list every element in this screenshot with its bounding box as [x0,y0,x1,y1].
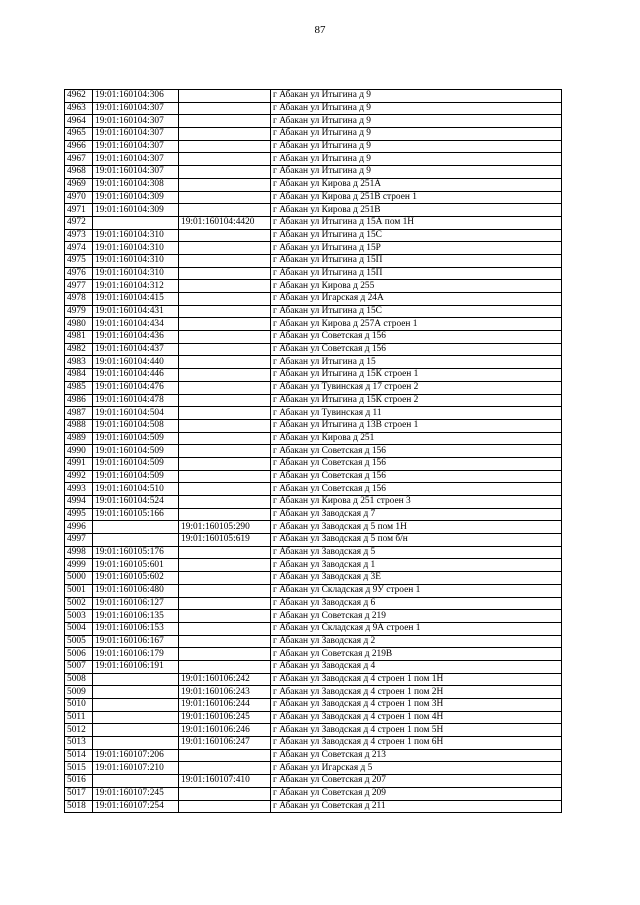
premises-cadastral-number-cell: 19:01:160106:242 [179,673,271,686]
row-number-cell: 4983 [65,356,93,369]
cadastral-number-cell: 19:01:160104:309 [93,204,179,217]
premises-cadastral-number-cell [179,762,271,775]
address-cell: г Абакан ул Заводская д 4 строен 1 пом 4Н [271,711,562,724]
table-row [65,800,562,813]
table-row [65,331,562,344]
table-row [65,457,562,470]
table-row [65,483,562,496]
row-number-cell: 4965 [65,128,93,141]
cadastral-number-cell: 19:01:160105:601 [93,559,179,572]
table-row [65,496,562,509]
address-cell: г Абакан ул Заводская д 2 [271,635,562,648]
cadastral-number-cell: 19:01:160104:437 [93,343,179,356]
table-row [65,254,562,267]
cadastral-number-cell: 19:01:160104:308 [93,178,179,191]
row-number-cell: 5014 [65,749,93,762]
address-cell: г Абакан ул Заводская д 1 [271,559,562,572]
row-number-cell: 4963 [65,102,93,115]
cadastral-number-cell: 19:01:160104:509 [93,445,179,458]
table-row [65,737,562,750]
table-row [65,749,562,762]
table-row [65,686,562,699]
cadastral-number-cell: 19:01:160104:307 [93,115,179,128]
table-row [65,546,562,559]
address-cell: г Абакан ул Заводская д 6 [271,597,562,610]
address-cell: г Абакан ул Советская д 209 [271,787,562,800]
cadastral-number-cell [93,216,179,229]
address-cell: г Абакан ул Игарская д 24А [271,293,562,306]
premises-cadastral-number-cell [179,229,271,242]
cadastral-number-cell [93,711,179,724]
premises-cadastral-number-cell [179,102,271,115]
table-row [65,318,562,331]
row-number-cell: 4984 [65,369,93,382]
premises-cadastral-number-cell [179,546,271,559]
cadastral-number-cell: 19:01:160104:310 [93,229,179,242]
row-number-cell: 4994 [65,496,93,509]
table-row [65,153,562,166]
row-number-cell: 4992 [65,470,93,483]
premises-cadastral-number-cell [179,622,271,635]
cadastral-number-cell: 19:01:160104:478 [93,394,179,407]
address-cell: г Абакан ул Тувинская д 17 строен 2 [271,381,562,394]
address-cell: г Абакан ул Заводская д 7 [271,508,562,521]
premises-cadastral-number-cell [179,267,271,280]
address-cell: г Абакан ул Заводская д 5 пом б/н [271,534,562,547]
row-number-cell: 4962 [65,90,93,103]
table-row [65,673,562,686]
premises-cadastral-number-cell [179,204,271,217]
cadastral-number-cell: 19:01:160107:245 [93,787,179,800]
premises-cadastral-number-cell [179,470,271,483]
address-cell: г Абакан ул Заводская д 4 строен 1 пом 3Н [271,699,562,712]
address-cell: г Абакан ул Итыгина д 15Р [271,242,562,255]
address-cell: г Абакан ул Итыгина д 9 [271,128,562,141]
premises-cadastral-number-cell [179,800,271,813]
cadastral-number-cell: 19:01:160104:307 [93,140,179,153]
address-cell: г Абакан ул Советская д 156 [271,457,562,470]
row-number-cell: 4979 [65,305,93,318]
row-number-cell: 4982 [65,343,93,356]
row-number-cell: 4993 [65,483,93,496]
cadastral-number-cell: 19:01:160104:307 [93,128,179,141]
cadastral-number-cell: 19:01:160104:307 [93,166,179,179]
property-registry-table [64,89,562,813]
row-number-cell: 4987 [65,407,93,420]
premises-cadastral-number-cell [179,584,271,597]
table-row [65,470,562,483]
cadastral-number-cell [93,534,179,547]
row-number-cell: 4972 [65,216,93,229]
row-number-cell: 4988 [65,419,93,432]
row-number-cell: 4997 [65,534,93,547]
table-row [65,191,562,204]
premises-cadastral-number-cell [179,787,271,800]
cadastral-number-cell: 19:01:160106:135 [93,610,179,623]
cadastral-number-cell: 19:01:160104:312 [93,280,179,293]
address-cell: г Абакан ул Заводская д 3Е [271,572,562,585]
row-number-cell: 4968 [65,166,93,179]
cadastral-number-cell: 19:01:160104:307 [93,153,179,166]
cadastral-number-cell: 19:01:160107:206 [93,749,179,762]
table-row [65,660,562,673]
row-number-cell: 5012 [65,724,93,737]
address-cell: г Абакан ул Итыгина д 15 [271,356,562,369]
address-cell: г Абакан ул Игарская д 5 [271,762,562,775]
page-number: 87 [314,24,326,36]
address-cell: г Абакан ул Итыгина д 15С [271,229,562,242]
premises-cadastral-number-cell [179,572,271,585]
address-cell: г Абакан ул Советская д 156 [271,445,562,458]
address-cell: г Абакан ул Итыгина д 15С [271,305,562,318]
row-number-cell: 4981 [65,331,93,344]
table-row [65,343,562,356]
row-number-cell: 5004 [65,622,93,635]
premises-cadastral-number-cell [179,343,271,356]
address-cell: г Абакан ул Итыгина д 13В строен 1 [271,419,562,432]
table-row [65,597,562,610]
premises-cadastral-number-cell [179,648,271,661]
row-number-cell: 4999 [65,559,93,572]
row-number-cell: 5013 [65,737,93,750]
row-number-cell: 4998 [65,546,93,559]
premises-cadastral-number-cell [179,610,271,623]
address-cell: г Абакан ул Итыгина д 9 [271,153,562,166]
premises-cadastral-number-cell [179,153,271,166]
table-row [65,775,562,788]
table-row [65,622,562,635]
row-number-cell: 4996 [65,521,93,534]
row-number-cell: 4976 [65,267,93,280]
premises-cadastral-number-cell [179,381,271,394]
address-cell: г Абакан ул Кирова д 251А [271,178,562,191]
table-row [65,140,562,153]
address-cell: г Абакан ул Заводская д 4 строен 1 пом 6Н [271,737,562,750]
row-number-cell: 5007 [65,660,93,673]
row-number-cell: 4966 [65,140,93,153]
address-cell: г Абакан ул Итыгина д 15П [271,254,562,267]
row-number-cell: 4970 [65,191,93,204]
premises-cadastral-number-cell [179,496,271,509]
premises-cadastral-number-cell [179,419,271,432]
cadastral-number-cell: 19:01:160104:310 [93,242,179,255]
cadastral-number-cell: 19:01:160106:179 [93,648,179,661]
address-cell: г Абакан ул Итыгина д 15К строен 2 [271,394,562,407]
cadastral-number-cell: 19:01:160104:524 [93,496,179,509]
cadastral-number-cell: 19:01:160104:436 [93,331,179,344]
cadastral-number-cell [93,699,179,712]
address-cell: г Абакан ул Заводская д 5 пом 1Н [271,521,562,534]
address-cell: г Абакан ул Кирова д 251В [271,204,562,217]
table-row [65,762,562,775]
cadastral-number-cell: 19:01:160104:307 [93,102,179,115]
row-number-cell: 4991 [65,457,93,470]
cadastral-number-cell [93,737,179,750]
address-cell: г Абакан ул Советская д 213 [271,749,562,762]
premises-cadastral-number-cell: 19:01:160106:247 [179,737,271,750]
table-row [65,178,562,191]
address-cell: г Абакан ул Итыгина д 9 [271,166,562,179]
table-row [65,115,562,128]
table-row [65,559,562,572]
premises-cadastral-number-cell [179,483,271,496]
row-number-cell: 4973 [65,229,93,242]
row-number-cell: 4985 [65,381,93,394]
premises-cadastral-number-cell [179,191,271,204]
address-cell: г Абакан ул Итыгина д 9 [271,140,562,153]
premises-cadastral-number-cell [179,331,271,344]
table-row [65,267,562,280]
premises-cadastral-number-cell [179,166,271,179]
table-row [65,128,562,141]
premises-cadastral-number-cell [179,318,271,331]
cadastral-number-cell: 19:01:160104:434 [93,318,179,331]
table-row [65,419,562,432]
table-row [65,610,562,623]
premises-cadastral-number-cell [179,635,271,648]
table-row [65,534,562,547]
address-cell: г Абакан ул Советская д 219В [271,648,562,661]
row-number-cell: 4980 [65,318,93,331]
cadastral-number-cell: 19:01:160104:306 [93,90,179,103]
table-row [65,572,562,585]
premises-cadastral-number-cell [179,305,271,318]
table-row [65,229,562,242]
premises-cadastral-number-cell [179,178,271,191]
address-cell: г Абакан ул Итыгина д 9 [271,115,562,128]
cadastral-number-cell: 19:01:160104:440 [93,356,179,369]
table-row [65,369,562,382]
cadastral-number-cell: 19:01:160104:309 [93,191,179,204]
premises-cadastral-number-cell: 19:01:160106:244 [179,699,271,712]
table-row [65,90,562,103]
row-number-cell: 4971 [65,204,93,217]
row-number-cell: 4967 [65,153,93,166]
address-cell: г Абакан ул Заводская д 4 строен 1 пом 5Н [271,724,562,737]
premises-cadastral-number-cell [179,369,271,382]
row-number-cell: 4986 [65,394,93,407]
premises-cadastral-number-cell: 19:01:160105:619 [179,534,271,547]
address-cell: г Абакан ул Тувинская д 11 [271,407,562,420]
row-number-cell: 5008 [65,673,93,686]
table-row [65,394,562,407]
registry-table-body [65,90,562,813]
table-row [65,356,562,369]
cadastral-number-cell: 19:01:160106:191 [93,660,179,673]
cadastral-number-cell: 19:01:160106:167 [93,635,179,648]
row-number-cell: 4975 [65,254,93,267]
address-cell: г Абакан ул Советская д 156 [271,470,562,483]
table-row [65,280,562,293]
cadastral-number-cell: 19:01:160104:415 [93,293,179,306]
table-row [65,521,562,534]
premises-cadastral-number-cell [179,280,271,293]
premises-cadastral-number-cell [179,749,271,762]
premises-cadastral-number-cell [179,407,271,420]
cadastral-number-cell: 19:01:160104:476 [93,381,179,394]
premises-cadastral-number-cell: 19:01:160104:4420 [179,216,271,229]
premises-cadastral-number-cell [179,394,271,407]
address-cell: г Абакан ул Итыгина д 15П [271,267,562,280]
address-cell: г Абакан ул Советская д 219 [271,610,562,623]
premises-cadastral-number-cell [179,242,271,255]
cadastral-number-cell: 19:01:160104:509 [93,457,179,470]
table-row [65,204,562,217]
premises-cadastral-number-cell [179,254,271,267]
premises-cadastral-number-cell: 19:01:160105:290 [179,521,271,534]
cadastral-number-cell: 19:01:160104:446 [93,369,179,382]
premises-cadastral-number-cell: 19:01:160106:243 [179,686,271,699]
cadastral-number-cell: 19:01:160104:310 [93,267,179,280]
cadastral-number-cell: 19:01:160106:153 [93,622,179,635]
table-row [65,407,562,420]
cadastral-number-cell [93,521,179,534]
address-cell: г Абакан ул Кирова д 257А строен 1 [271,318,562,331]
premises-cadastral-number-cell [179,559,271,572]
row-number-cell: 5001 [65,584,93,597]
cadastral-number-cell: 19:01:160106:480 [93,584,179,597]
cadastral-number-cell: 19:01:160104:504 [93,407,179,420]
table-row [65,381,562,394]
premises-cadastral-number-cell [179,457,271,470]
row-number-cell: 5006 [65,648,93,661]
cadastral-number-cell: 19:01:160105:602 [93,572,179,585]
cadastral-number-cell: 19:01:160104:509 [93,470,179,483]
table-row [65,648,562,661]
address-cell: г Абакан ул Заводская д 4 строен 1 пом 2Н [271,686,562,699]
cadastral-number-cell [93,724,179,737]
premises-cadastral-number-cell [179,597,271,610]
table-row [65,635,562,648]
address-cell: г Абакан ул Кирова д 255 [271,280,562,293]
address-cell: г Абакан ул Складская д 9У строен 1 [271,584,562,597]
row-number-cell: 4995 [65,508,93,521]
row-number-cell: 5015 [65,762,93,775]
table-row [65,711,562,724]
address-cell: г Абакан ул Советская д 156 [271,483,562,496]
row-number-cell: 5005 [65,635,93,648]
cadastral-number-cell: 19:01:160107:254 [93,800,179,813]
address-cell: г Абакан ул Складская д 9А строен 1 [271,622,562,635]
address-cell: г Абакан ул Кирова д 251В строен 1 [271,191,562,204]
row-number-cell: 4974 [65,242,93,255]
cadastral-number-cell [93,673,179,686]
cadastral-number-cell: 19:01:160104:310 [93,254,179,267]
premises-cadastral-number-cell [179,508,271,521]
table-row [65,508,562,521]
address-cell: г Абакан ул Заводская д 4 [271,660,562,673]
row-number-cell: 5017 [65,787,93,800]
table-row [65,724,562,737]
row-number-cell: 4964 [65,115,93,128]
premises-cadastral-number-cell: 19:01:160106:245 [179,711,271,724]
address-cell: г Абакан ул Советская д 156 [271,331,562,344]
premises-cadastral-number-cell: 19:01:160106:246 [179,724,271,737]
cadastral-number-cell: 19:01:160107:210 [93,762,179,775]
address-cell: г Абакан ул Советская д 207 [271,775,562,788]
premises-cadastral-number-cell: 19:01:160107:410 [179,775,271,788]
row-number-cell: 5011 [65,711,93,724]
address-cell: г Абакан ул Итыгина д 9 [271,102,562,115]
cadastral-number-cell: 19:01:160104:508 [93,419,179,432]
table-row [65,242,562,255]
address-cell: г Абакан ул Советская д 156 [271,343,562,356]
premises-cadastral-number-cell [179,293,271,306]
premises-cadastral-number-cell [179,445,271,458]
cadastral-number-cell [93,775,179,788]
premises-cadastral-number-cell [179,356,271,369]
premises-cadastral-number-cell [179,90,271,103]
row-number-cell: 4990 [65,445,93,458]
address-cell: г Абакан ул Итыгина д 9 [271,90,562,103]
address-cell: г Абакан ул Советская д 211 [271,800,562,813]
address-cell: г Абакан ул Кирова д 251 [271,432,562,445]
row-number-cell: 5003 [65,610,93,623]
cadastral-number-cell: 19:01:160104:510 [93,483,179,496]
row-number-cell: 4989 [65,432,93,445]
cadastral-number-cell: 19:01:160105:166 [93,508,179,521]
premises-cadastral-number-cell [179,432,271,445]
address-cell: г Абакан ул Заводская д 4 строен 1 пом 1Н [271,673,562,686]
row-number-cell: 5002 [65,597,93,610]
table-row [65,699,562,712]
address-cell: г Абакан ул Итыгина д 15К строен 1 [271,369,562,382]
row-number-cell: 5018 [65,800,93,813]
table-row [65,102,562,115]
premises-cadastral-number-cell [179,128,271,141]
table-row [65,432,562,445]
cadastral-number-cell: 19:01:160104:509 [93,432,179,445]
cadastral-number-cell: 19:01:160106:127 [93,597,179,610]
premises-cadastral-number-cell [179,115,271,128]
row-number-cell: 4977 [65,280,93,293]
table-row [65,787,562,800]
table-row [65,584,562,597]
table-row [65,166,562,179]
cadastral-number-cell: 19:01:160105:176 [93,546,179,559]
address-cell: г Абакан ул Заводская д 5 [271,546,562,559]
premises-cadastral-number-cell [179,140,271,153]
row-number-cell: 4969 [65,178,93,191]
row-number-cell: 5009 [65,686,93,699]
row-number-cell: 4978 [65,293,93,306]
table-row [65,216,562,229]
cadastral-number-cell [93,686,179,699]
address-cell: г Абакан ул Кирова д 251 строен 3 [271,496,562,509]
row-number-cell: 5010 [65,699,93,712]
row-number-cell: 5000 [65,572,93,585]
row-number-cell: 5016 [65,775,93,788]
cadastral-number-cell: 19:01:160104:431 [93,305,179,318]
table-row [65,445,562,458]
premises-cadastral-number-cell [179,660,271,673]
table-row [65,305,562,318]
table-row [65,293,562,306]
address-cell: г Абакан ул Итыгина д 15А пом 1Н [271,216,562,229]
